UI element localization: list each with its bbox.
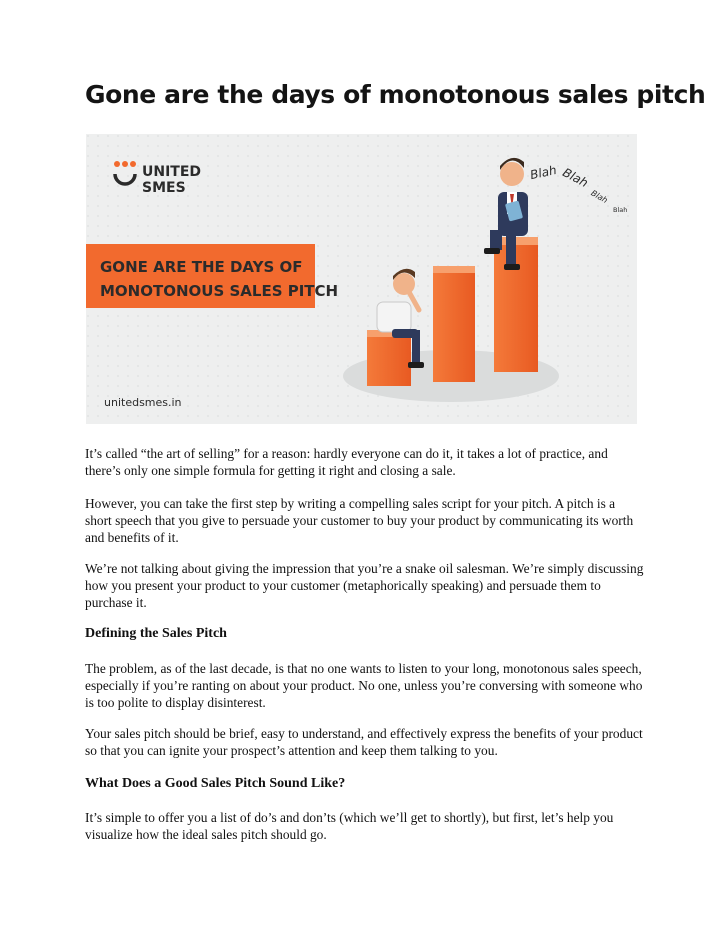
hero-image xyxy=(86,134,637,424)
headline-banner xyxy=(86,244,338,308)
section1-paragraph-2: Your sales pitch should be brief, easy to understand, and effectively express the benefits of your product so that you can ignite your prospect’s attention and keep them talking to you. xyxy=(85,726,643,758)
banner-line1: GONE ARE THE DAYS OF xyxy=(100,258,303,276)
banner-line2: MONOTONOUS SALES PITCH xyxy=(100,282,339,300)
blah-3: Blah xyxy=(589,188,610,206)
section-heading-defining: Defining the Sales Pitch xyxy=(85,626,227,641)
section2-paragraph-1: It’s simple to offer you a list of do’s and don’ts (which we’ll get to shortly), but first, let’s help you visualize how the ideal sales pitch should go. xyxy=(85,810,614,842)
blah-1: Blah xyxy=(528,162,558,183)
brand-line2: SMES xyxy=(142,180,186,196)
intro-paragraph-1: It’s called “the art of selling” for a reason: hardly everyone can do it, it takes a lot of practice, and there’s only one simple formula for getting it right and closing a sale. xyxy=(85,446,608,478)
intro-paragraph-2: However, you can take the first step by writing a compelling sales script for your pitch. A pitch is a short speech that you give to persuade your customer to buy your product by communicating its worth and benefits of it. xyxy=(85,496,634,545)
website-label: unitedsmes.in xyxy=(104,396,182,409)
blah-4: Blah xyxy=(613,206,628,214)
intro-paragraph-3: We’re not talking about giving the impression that you’re a snake oil salesman. We’re simply discussing how you present your product to your customer (metaphorically speaking) and persuade them to purchase it. xyxy=(85,561,644,610)
brand-line1: UNITED xyxy=(142,164,202,180)
page-title: Gone are the days of monotonous sales pitch xyxy=(85,80,706,109)
section-heading-good-pitch: What Does a Good Sales Pitch Sound Like? xyxy=(85,776,346,791)
section1-paragraph-1: The problem, as of the last decade, is that no one wants to listen to your long, monotonous sales speech, especially if you’re ranting on about your product. No one, unless you’re conversing with someone who is too polite to display disinterest. xyxy=(85,661,643,710)
blah-2: Blah xyxy=(560,165,591,191)
